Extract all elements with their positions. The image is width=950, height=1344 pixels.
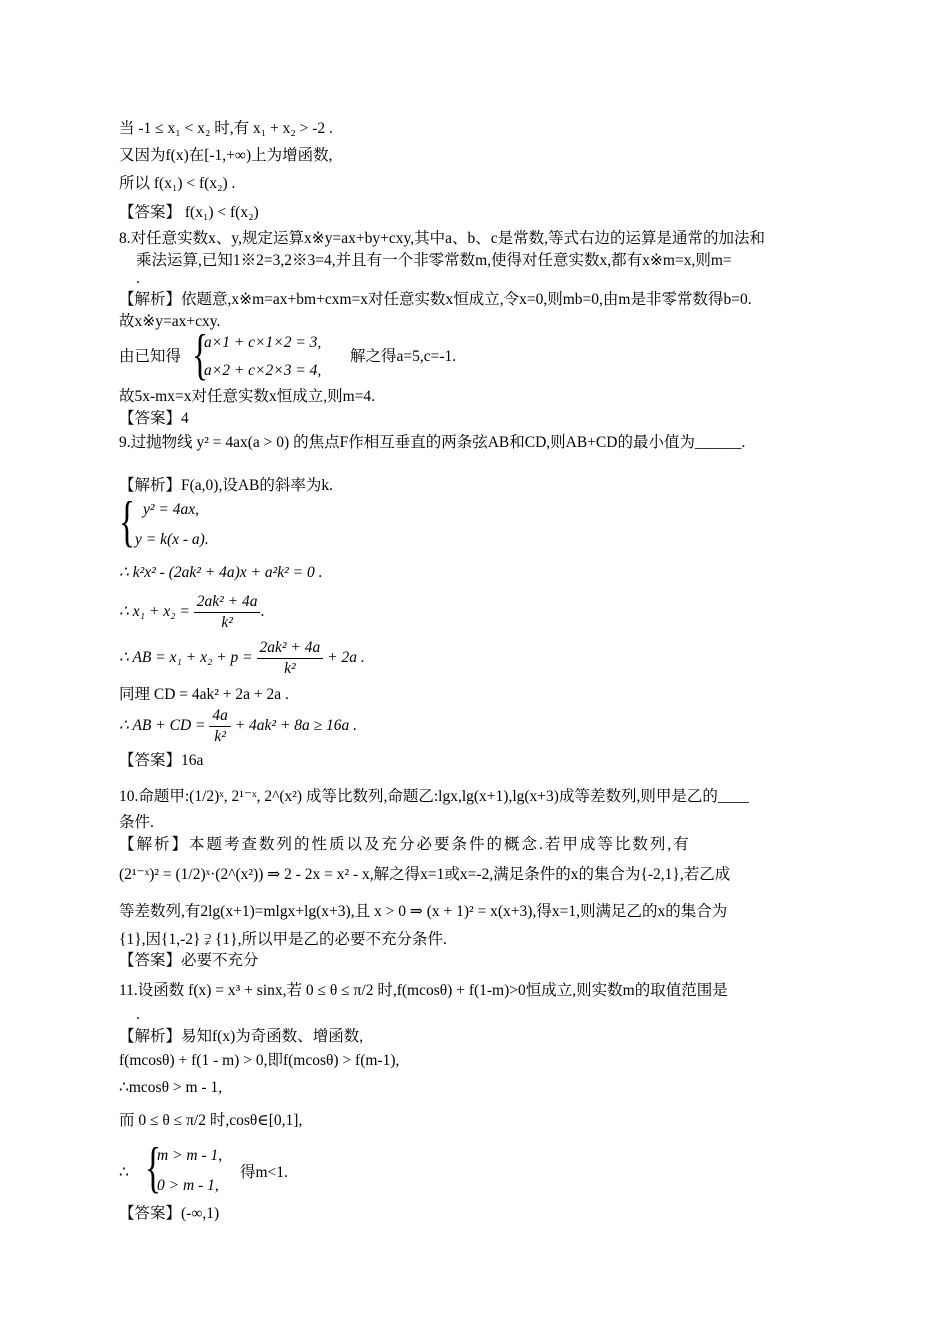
blank: . xyxy=(136,270,140,287)
text-line: 同理 CD = 4ak² + 2a + 2a . xyxy=(119,686,289,703)
question-9: 9.过抛物线 y² = 4ax(a > 0) 的焦点F作相互垂直的两条弦AB和CD,则AB+CD的最小值为______. xyxy=(119,434,746,451)
answer-line: 【答案】(-∞,1) xyxy=(119,1205,220,1222)
analysis-line: 【解析】易知f(x)为奇函数、增函数, xyxy=(119,1028,364,1045)
text-line: 条件. xyxy=(119,814,154,831)
answer-line: 【答案】4 xyxy=(119,410,189,427)
denominator: k² xyxy=(214,727,226,745)
analysis-line: 【解析】F(a,0),设AB的斜率为k. xyxy=(119,477,333,494)
text-line: 得m<1. xyxy=(240,1164,288,1181)
text-line: 等差数列,有2lg(x+1)=mlgx+lg(x+3),且 x > 0 ⇒ (x + 1)² = x(x+3),得x=1,则满足乙的x的集合为 xyxy=(119,903,728,920)
text-line: ∴ xyxy=(119,1164,129,1181)
equation-line: ∴ x₁ + x₂ = $\frac{\text{2ak² + 4a}}{\text{k²}}$ . xyxy=(119,592,265,631)
question-10: 10.命题甲:(1/2)ˣ, 2¹⁻ˣ, 2^(x²) 成等比数列,命题乙:lgx,lg(x+1),lg(x+3)成等差数列,则甲是乙的____ xyxy=(119,788,749,805)
brace-icon: { xyxy=(145,1137,162,1199)
answer-line: 【答案】必要不充分 xyxy=(119,952,259,969)
text-line: f(mcosθ) + f(1 - m) > 0,即f(mcosθ) > f(m-1), xyxy=(119,1052,400,1069)
equation-line: ∴ k²x² - (2ak² + 4a)x + a²k² = 0 . xyxy=(119,564,323,581)
equation: m > m - 1, xyxy=(157,1147,223,1164)
text-line: 又因为f(x)在[-1,+∞)上为增函数, xyxy=(119,147,333,164)
equation: 0 > m - 1, xyxy=(157,1177,219,1194)
answer-line: 【答案】 f(x₁) < f(x₂) xyxy=(119,204,259,221)
equation-line xyxy=(119,636,365,680)
text-line: 解之得a=5,c=-1. xyxy=(350,348,457,365)
denominator: k² xyxy=(284,659,296,677)
numerator: 2ak² + 4a xyxy=(194,592,261,613)
answer-line: 【答案】16a xyxy=(119,752,204,769)
fraction xyxy=(194,592,261,633)
equation: y² = 4ax, xyxy=(143,501,199,518)
text-line: 故x※y=ax+cxy. xyxy=(119,313,221,330)
brace-icon: { xyxy=(192,324,209,386)
equation-line xyxy=(119,704,357,748)
equation: a×2 + c×2×3 = 4, xyxy=(204,362,322,379)
text-line: ∴mcosθ > m - 1, xyxy=(119,1079,223,1096)
question-8: 8.对任意实数x、y,规定运算x※y=ax+by+cxy,其中a、b、c是常数,等式右边的运算是通常的加法和 xyxy=(119,230,765,247)
text-line: {1},因{1,-2} ⫌ {1},所以甲是乙的必要不充分条件. xyxy=(119,931,447,948)
equation-rhs: + 2a . xyxy=(327,649,365,666)
numerator: 4a xyxy=(209,706,231,727)
equation-lhs: ∴ AB = x₁ + x₂ + p = xyxy=(119,649,253,666)
fraction xyxy=(257,638,324,679)
equation-rhs: + 4ak² + 8a ≥ 16a . xyxy=(234,717,358,734)
equation: a×1 + c×1×2 = 3, xyxy=(204,334,322,351)
denominator: k² xyxy=(221,613,233,631)
analysis-line: 【解析】依题意,x※m=ax+bm+cxm=x对任意实数x恒成立,令x=0,则mb=0,由m是非零常数得b=0. xyxy=(119,291,752,308)
text-line: (2¹⁻ˣ)² = (1/2)ˣ·(2^(x²)) ⇒ 2 - 2x = x² - x,解之得x=1或x=-2,满足条件的x的集合为{-2,1},若乙成 xyxy=(119,866,731,883)
text-line: 所以 f(x₁) < f(x₂) . xyxy=(119,175,236,192)
text-line: 由已知得 xyxy=(119,348,182,365)
text-line: 当 -1 ≤ x₁ < x₂ 时,有 x₁ + x₂ > -2 . xyxy=(119,120,333,137)
equation-lhs: ∴ x₁ + x₂ = xyxy=(119,603,190,620)
text-line: 故5x-mx=x对任意实数x恒成立,则m=4. xyxy=(119,388,376,405)
fraction xyxy=(209,706,231,747)
equation: y = k(x - a). xyxy=(135,531,209,548)
brace-icon: { xyxy=(119,491,136,553)
numerator: 2ak² + 4a xyxy=(257,638,324,659)
blank: . xyxy=(136,1006,140,1023)
text-line: 而 0 ≤ θ ≤ π/2 时,cosθ∈[0,1], xyxy=(119,1112,303,1129)
analysis-line: 【解析】本题考查数列的性质以及充分必要条件的概念.若甲成等比数列,有 xyxy=(119,836,691,853)
equation-lhs: ∴ AB + CD = xyxy=(119,717,206,734)
question-11: 11.设函数 f(x) = x³ + sinx,若 0 ≤ θ ≤ π/2 时,f(mcosθ) + f(1-m)>0恒成立,则实数m的取值范围是 xyxy=(119,982,728,999)
question-8-cont: 乘法运算,已知1※2=3,2※3=4,并且有一个非零常数m,使得对任意实数x,都有x※m=x,则m= xyxy=(136,252,732,269)
